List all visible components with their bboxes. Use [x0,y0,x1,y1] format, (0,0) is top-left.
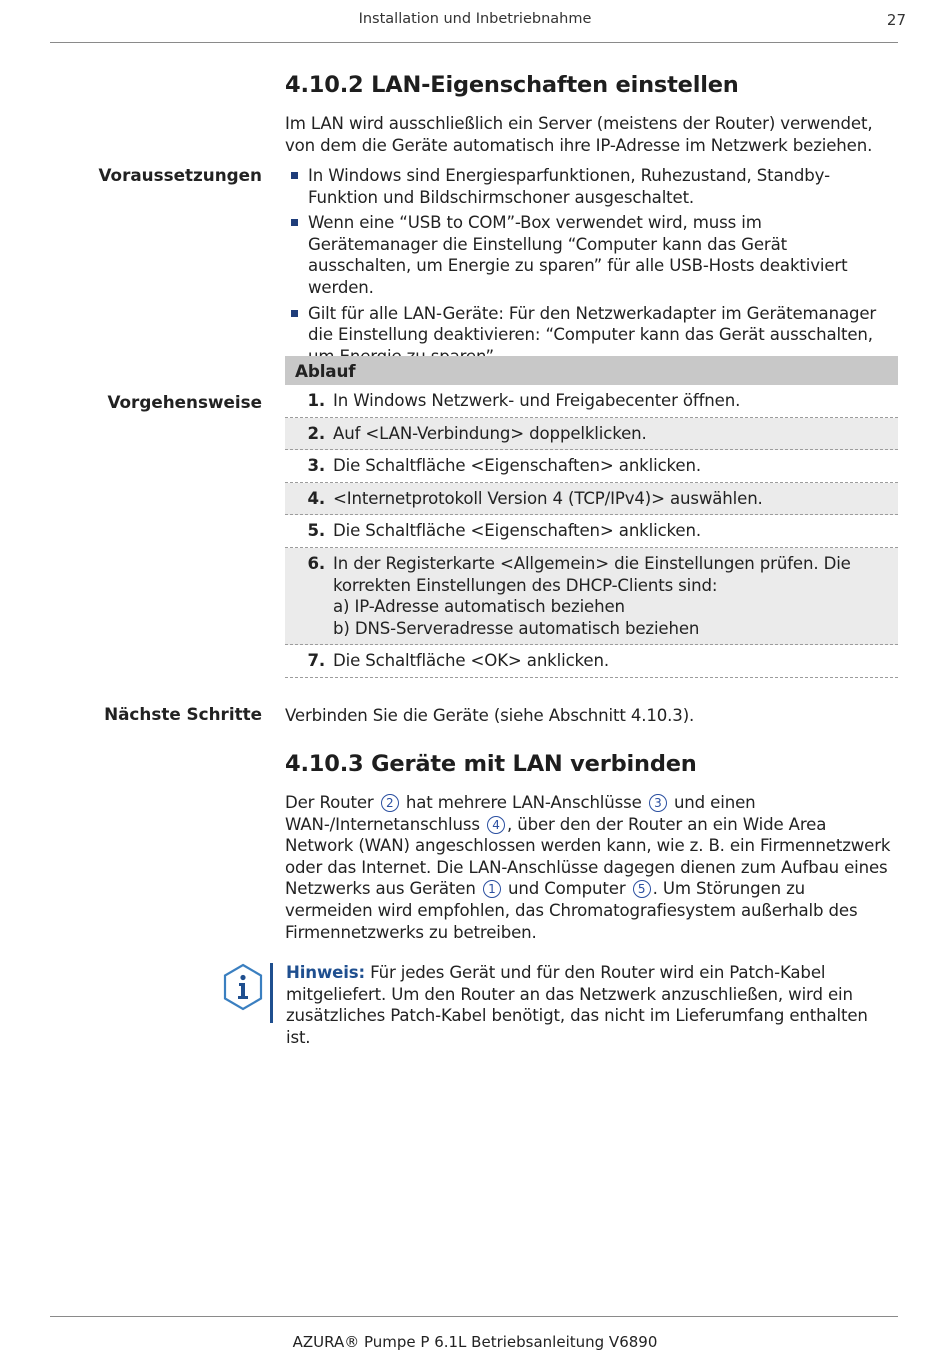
note-label: Hinweis: [286,963,365,982]
callout-number: 2 [381,794,399,812]
section-intro: Im LAN wird ausschließlich ein Server (meistens der Router) verwendet, von dem die Geräte automatisch ihre IP-Adresse im Netzwerk beziehen. [285,114,873,155]
list-item: Gilt für alle LAN-Geräte: Für den Netzwerkadapter im Gerätemanager die Einstellung deaktivieren: “Computer kann das Gerät ausschalten, [285,303,893,368]
table-row [285,645,898,678]
list-item: Wenn eine “USB to COM”-Box verwendet wird, muss im Gerätemanager die Einstellung “Computer kann das Gerät ausschalten, um Energie zu sparen” für alle USB-Hosts deaktiviert werden. [285,212,893,298]
running-header-title: Installation und Inbetriebnahme [358,11,592,27]
side-label-next-steps: Nächste Schritte [104,704,262,724]
step-text: In der Registerkarte <Allgemein> die Einstellungen prüfen. Die korrekten Einstellungen des DHCP-Clients sind: a) IP-Adresse automatisch beziehen b) DNS-Serveradresse automatisch beziehen [333,553,851,638]
step-number: 6. [307,553,325,573]
callout-number: 5 [633,880,651,898]
step-text: Die Schaltfläche <OK> anklicken. [333,651,609,671]
note-text: Hinweis: Für jedes Gerät und für den Router wird ein Patch-Kabel mitgeliefert. Um den Router an das Netzwerk anzuschließen, wird ein zusätzliches Patch-Kabel benötigt, das nicht im Lieferumfang enthalten ist. [286,963,868,1047]
step-number: 1. [307,391,325,410]
section-heading-4-10-3: 4.10.3 Geräte mit LAN verbinden [285,751,697,777]
prerequisites-list [285,165,893,371]
section-paragraph: Der Router 2 hat mehrere LAN-Anschlüsse 3 und einen WAN-/Internetanschluss 4 , über den der Router an ein Wide Area Network (WAN) angeschlossen werden kann, wie z. B. ein Firmennetzwerk oder das Internet. Die LAN-Anschlüsse dagegen dienen zum Aufbau eines Netzwerks aus Geräten 1 und Computer 5 . Um Störungen zu vermeiden wird empfohlen, das Chromatografiesystem außerhalb des Firmennetzwerks zu betreiben. [285,793,891,942]
callout-number: 3 [649,794,667,812]
table-row [285,515,898,548]
step-number: 7. [307,651,325,671]
step-text: Die Schaltfläche <Eigenschaften> anklicken. [333,521,701,541]
side-label-procedure: Vorgehensweise [107,392,262,412]
list-item: In Windows sind Energiesparfunktionen, Ruhezustand, Standby-Funktion und Bildschirmschoner ausgeschaltet. [285,165,893,208]
step-text: Die Schaltfläche <Eigenschaften> anklicken. [333,456,701,476]
info-icon [222,963,264,1011]
note-bar [270,963,273,1023]
step-text: Auf <LAN-Verbindung> doppelklicken. [333,423,647,443]
procedure-table-header: Ablauf [285,356,898,385]
step-number: 5. [307,521,325,541]
page-number: 27 [886,11,906,29]
next-steps-text: Verbinden Sie die Geräte (siehe Abschnitt 4.10.3). [285,706,695,725]
table-row [285,548,898,645]
step-text: In Windows Netzwerk- und Freigabecenter öffnen. [333,391,741,410]
side-label-prerequisites: Voraussetzungen [98,165,262,185]
callout-number: 4 [487,816,505,834]
header-rule [50,42,898,43]
table-row [285,450,898,483]
footer-text: AZURA® Pumpe P 6.1L Betriebsanleitung V6890 [292,1333,658,1351]
step-number: 3. [307,456,325,476]
table-row [285,418,898,451]
section-heading-4-10-2: 4.10.2 LAN-Eigenschaften einstellen [285,72,739,98]
step-text: <Internetprotokoll Version 4 (TCP/IPv4)> auswählen. [333,488,763,508]
table-row [285,483,898,516]
step-number: 2. [307,423,325,443]
procedure-steps [285,385,898,678]
footer-rule [50,1316,898,1317]
step-number: 4. [307,488,325,508]
callout-number: 1 [483,880,501,898]
procedure-table [285,356,898,678]
table-row [285,385,898,418]
